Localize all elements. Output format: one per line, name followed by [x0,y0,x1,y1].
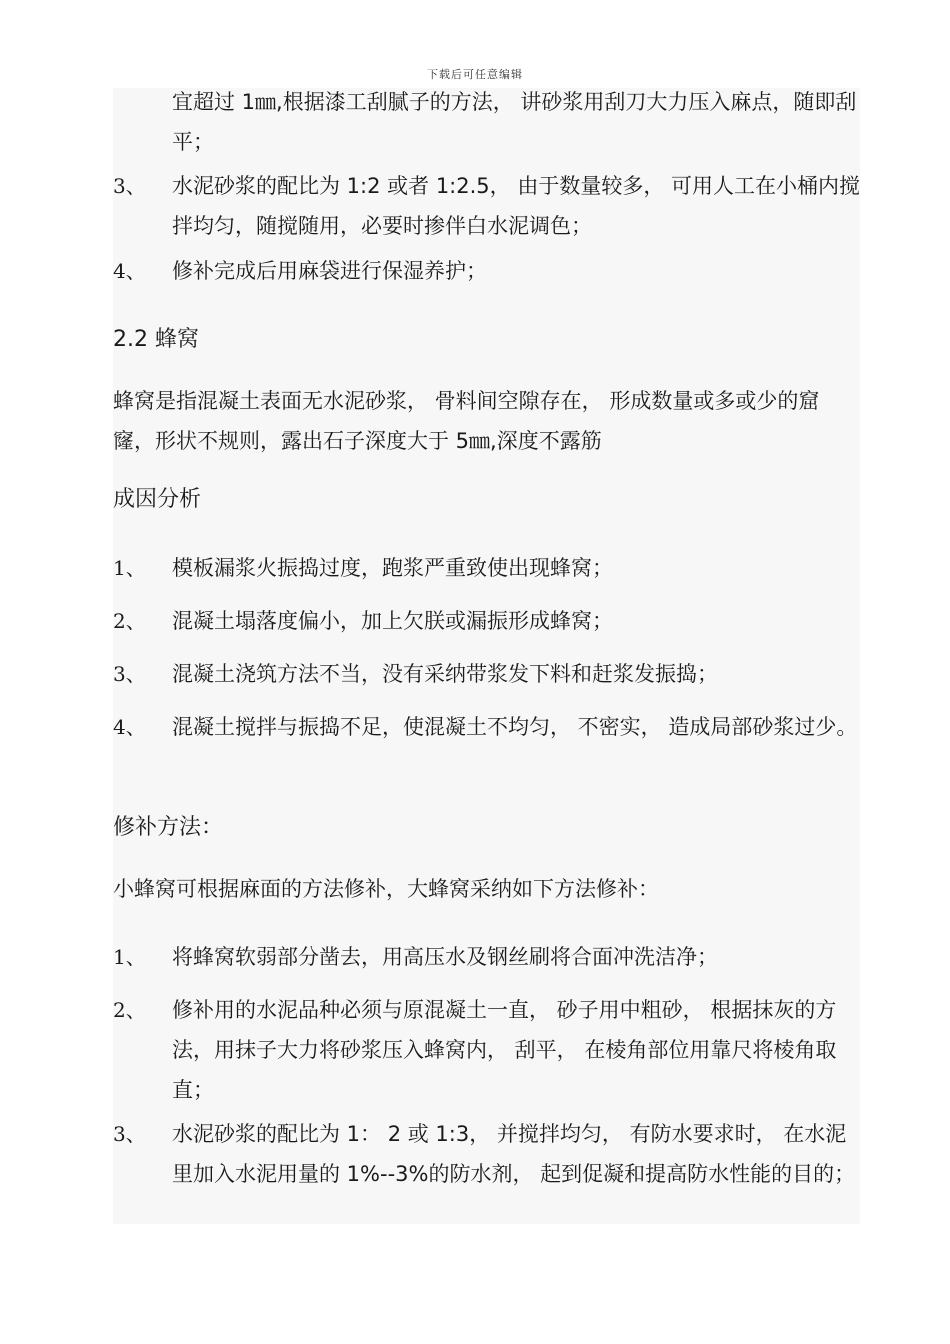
page-header-watermark: 下载后可任意编辑 [427,68,523,81]
list-text: 混凝土塌落度偏小，加上欠朕或漏振形成蜂窝； [172,609,613,633]
list-number: 3、 [113,174,146,198]
list-number: 2、 [113,998,146,1022]
list-text: 将蜂窝软弱部分凿去，用高压水及钢丝刷将合面冲洗洁净； [172,945,718,969]
repair-heading: 修补方法： [113,815,224,840]
list-text: 模板漏浆火振捣过度，跑浆严重致使出现蜂窝； [172,556,613,580]
list-number: 1、 [113,556,146,580]
list-text: 水泥砂浆的配比为 1:2 或者 1:2.5， 由于数量较多， 可用人工在小桶内搅拌均匀，随搅随用，必要时掺伴白水泥调色； [172,174,861,238]
repair-intro: 小蜂窝可根据麻面的方法修补，大蜂窝采纳如下方法修补： [113,877,659,901]
list-text: 混凝土浇筑方法不当，没有采纳带浆发下料和赶浆发振捣； [172,662,718,686]
list-text: 修补完成后用麻袋进行保湿养护； [172,259,487,283]
list-text: 混凝土搅拌与振捣不足，使混凝土不均匀， 不密实， 造成局部砂浆过少。 [172,715,858,739]
list-number: 3、 [113,662,146,686]
list-text: 水泥砂浆的配比为 1： 2 或 1:3， 并搅拌均匀， 有防水要求时， 在水泥里加入水泥用量的 1%--3%的防水剂， 起到促凝和提高防水性能的目的； [172,1122,856,1186]
section-heading: 2.2 蜂窝 [113,327,199,352]
list-number: 2、 [113,609,146,633]
list-number: 3、 [113,1122,146,1146]
causes-heading: 成因分析 [113,487,202,512]
continued-paragraph: 宜超过 1㎜,根据漆工刮腻子的方法， 讲砂浆用刮刀大力压入麻点，随即刮平； [172,90,857,154]
section-intro: 蜂窝是指混凝土表面无水泥砂浆， 骨料间空隙存在， 形成数量或多或少的窟窿，形状不规则，露出石子深度大于 5㎜,深度不露筋 [113,389,820,453]
list-number: 4、 [113,259,146,283]
list-text: 修补用的水泥品种必须与原混凝土一直， 砂子用中粗砂， 根据抹灰的方法，用抹子大力将砂浆压入蜂窝内， 刮平， 在棱角部位用靠尺将棱角取直； [172,998,837,1102]
list-number: 4、 [113,715,146,739]
list-number: 1、 [113,945,146,969]
